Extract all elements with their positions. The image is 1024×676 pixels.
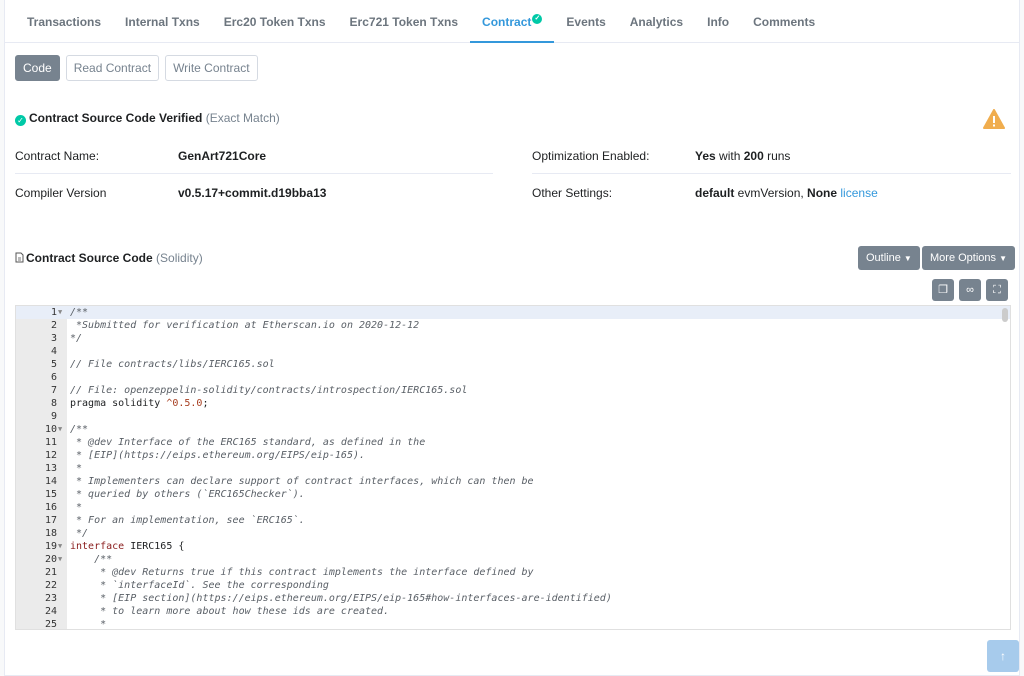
arrow-up-icon: ↑	[1000, 649, 1006, 663]
link-button[interactable]	[959, 279, 981, 301]
code-text: *	[70, 502, 83, 513]
fold-icon[interactable]: ▼	[58, 308, 63, 316]
line-number: 11	[44, 437, 57, 448]
other-settings-label: Other Settings:	[532, 186, 613, 200]
code-text: /**	[70, 307, 89, 318]
line-number: 22	[44, 580, 57, 591]
tab-comments[interactable]: Comments	[753, 15, 816, 29]
view-buttons	[15, 55, 258, 81]
line-number: 1	[50, 307, 57, 318]
tab-events[interactable]: Events	[566, 15, 606, 29]
code-text: * @dev Returns true if this contract implements the interface defined by	[70, 567, 534, 578]
other-settings-value	[695, 186, 878, 200]
source-language: (Solidity)	[156, 251, 203, 265]
code-line	[16, 605, 1011, 618]
source-code-title	[15, 251, 203, 265]
line-number: 3	[50, 333, 57, 344]
code-line	[16, 306, 1011, 319]
code-line	[16, 566, 1011, 579]
code-text: // File contracts/libs/IERC165.sol	[70, 359, 275, 370]
code-text: interface IERC165 {	[70, 541, 185, 552]
code-line	[16, 514, 1011, 527]
code-line	[16, 345, 1011, 358]
line-number: 19	[44, 541, 57, 552]
code-text: */	[70, 528, 89, 539]
code-text: * [EIP section](https://eips.ethereum.org/EIPS/eip-165#how-interfaces-are-identified)	[70, 593, 612, 604]
code-text: * For an implementation, see `ERC165`.	[70, 515, 305, 526]
code-line	[16, 462, 1011, 475]
code-text: *Submitted for verification at Etherscan.io on 2020-12-12	[70, 320, 420, 331]
file-icon	[15, 252, 24, 263]
check-icon: ✓	[532, 14, 542, 24]
code-line	[16, 449, 1011, 462]
code-line	[16, 527, 1011, 540]
contract-card	[4, 0, 1020, 676]
code-line	[16, 319, 1011, 332]
copy-button[interactable]	[932, 279, 954, 301]
code-line	[16, 475, 1011, 488]
keyword: interface	[70, 541, 125, 552]
line-number: 23	[44, 593, 57, 604]
fullscreen-button[interactable]	[986, 279, 1008, 301]
code-line	[16, 423, 1011, 436]
contract-name-label: Contract Name:	[15, 149, 100, 163]
code-line	[16, 501, 1011, 514]
line-number: 15	[44, 489, 57, 500]
tab-contract[interactable]	[470, 0, 554, 43]
code-line	[16, 592, 1011, 605]
line-number: 12	[44, 450, 57, 461]
line-number: 8	[50, 398, 57, 409]
link-icon: ∞	[966, 284, 974, 296]
line-number: 6	[50, 372, 57, 383]
divider	[15, 173, 493, 174]
verified-status	[15, 111, 280, 125]
code-line	[16, 579, 1011, 592]
code-lines	[16, 306, 1011, 630]
code-line	[16, 384, 1011, 397]
code-text: pragma solidity ^0.5.0;	[70, 398, 209, 409]
chevron-down-icon: ▼	[999, 254, 1008, 263]
line-number: 7	[50, 385, 57, 396]
code-line	[16, 436, 1011, 449]
fold-icon[interactable]: ▼	[58, 425, 63, 433]
code-text: * [EIP](https://eips.ethereum.org/EIPS/eip-165).	[70, 450, 366, 461]
fold-icon[interactable]: ▼	[58, 555, 63, 563]
optimization-with: with	[715, 149, 744, 163]
code-text: /**	[70, 554, 113, 565]
write-contract-button[interactable]: Write Contract	[165, 55, 257, 81]
compiler-version-value: v0.5.17+commit.d19bba13	[178, 186, 327, 200]
more-options-label: More Options	[930, 252, 997, 264]
optimization-yes: Yes	[695, 149, 716, 163]
version-literal: ^0.5.0	[166, 398, 203, 409]
code-line	[16, 540, 1011, 553]
tab-info[interactable]: Info	[707, 15, 730, 29]
code-text: /**	[70, 424, 89, 435]
code-text: * to learn more about how these ids are created.	[70, 606, 390, 617]
fullscreen-icon: ⛶	[993, 284, 1001, 296]
line-number: 2	[50, 320, 57, 331]
code-text: *	[70, 619, 107, 630]
optimization-runs-label: runs	[763, 149, 791, 163]
code-editor[interactable]	[15, 305, 1011, 630]
code-text: * `interfaceId`. See the corresponding	[70, 580, 329, 591]
code-line	[16, 397, 1011, 410]
fold-icon[interactable]: ▼	[58, 542, 63, 550]
contract-name-value: GenArt721Core	[178, 149, 267, 163]
code-line	[16, 358, 1011, 371]
other-default: default	[695, 186, 735, 200]
line-number: 20	[44, 554, 57, 565]
source-title-text: Contract Source Code	[26, 251, 153, 265]
tab-contract-label: Contract	[482, 15, 532, 29]
optimization-value	[695, 149, 790, 163]
outline-dropdown[interactable]	[858, 246, 920, 270]
code-line	[16, 618, 1011, 630]
other-none: None	[807, 186, 838, 200]
code-line	[16, 410, 1011, 423]
line-number: 4	[50, 346, 57, 357]
line-number: 24	[44, 606, 57, 617]
line-number: 13	[44, 463, 57, 474]
chevron-down-icon: ▼	[903, 254, 912, 263]
outline-label: Outline	[866, 252, 901, 264]
divider	[532, 173, 1011, 174]
tab-internal-txns[interactable]: Internal Txns	[125, 15, 200, 29]
compiler-version-label: Compiler Version	[15, 186, 107, 200]
line-number: 16	[44, 502, 57, 513]
verified-match: (Exact Match)	[205, 111, 280, 125]
license-link[interactable]: license	[840, 186, 878, 200]
warning-icon[interactable]	[983, 109, 1005, 129]
code-text: * @dev Interface of the ERC165 standard, as defined in the	[70, 437, 426, 448]
tab-erc721[interactable]: Erc721 Token Txns	[349, 15, 459, 29]
line-number: 25	[44, 619, 57, 630]
tab-bar	[5, 0, 1019, 43]
line-number: 5	[50, 359, 57, 370]
line-number: 21	[44, 567, 57, 578]
code-text: */	[70, 333, 83, 344]
code-text: *	[70, 463, 83, 474]
other-evm: evmVersion,	[734, 186, 808, 200]
code-line	[16, 371, 1011, 384]
line-number: 10	[44, 424, 57, 435]
tab-transactions[interactable]: Transactions	[27, 15, 102, 29]
line-number: 17	[44, 515, 57, 526]
optimization-runs: 200	[743, 149, 764, 163]
code-text: // File: openzeppelin-solidity/contracts/introspection/IERC165.sol	[70, 385, 468, 396]
code-line	[16, 553, 1011, 566]
optimization-label: Optimization Enabled:	[532, 149, 650, 163]
code-button[interactable]: Code	[15, 55, 60, 81]
tab-analytics[interactable]: Analytics	[629, 15, 684, 29]
scrollbar[interactable]	[1002, 308, 1008, 322]
tab-erc20[interactable]: Erc20 Token Txns	[223, 15, 326, 29]
line-number: 14	[44, 476, 57, 487]
check-icon: ✓	[15, 115, 26, 126]
code-line	[16, 488, 1011, 501]
code-line	[16, 332, 1011, 345]
back-to-top-button[interactable]	[987, 640, 1019, 672]
read-contract-button[interactable]: Read Contract	[66, 55, 159, 81]
code-text: * queried by others (`ERC165Checker`).	[70, 489, 305, 500]
copy-icon: ❐	[938, 284, 948, 296]
more-options-dropdown[interactable]	[922, 246, 1015, 270]
line-number: 9	[50, 411, 57, 422]
code-text: * Implementers can declare support of contract interfaces, which can then be	[70, 476, 534, 487]
line-number: 18	[44, 528, 57, 539]
verified-title: Contract Source Code Verified	[29, 111, 203, 125]
